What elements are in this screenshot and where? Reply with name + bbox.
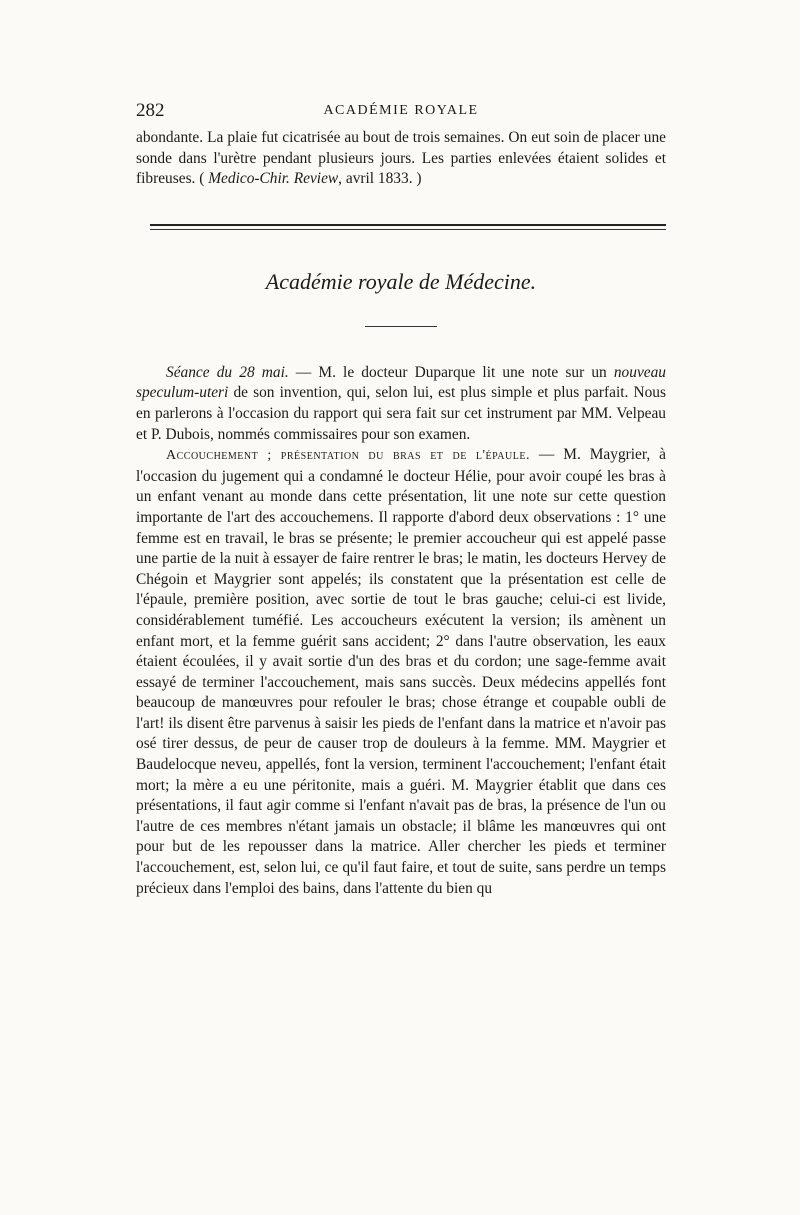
accouchement-heading: Accouchement ; présentation du bras et de l'épaule.: [166, 448, 530, 464]
accouchement-text: — M. Maygrier, à l'occasion du jugement qui a condamné le docteur Hélie, pour avoir coupé les bras à un enfant venant au monde dans cette présentation, lit une note sur cette question importante de l'art des accouchemens. Il rapporte d'abord deux observations : 1° une femme est en travail, le bras se présente; le premier accoucheur qui est appelé passe une partie de la nuit à essayer de faire rentrer le bras; le matin, les docteurs Hervey de Chégoin et Maygrier sont appelés; ils constatent que la présentation est celle de l'épaule, première position, avec sortie de tout le bras gauche; celui-ci est livide, considérablement tuméfié. Les accoucheurs exécutent la version; ils amènent un enfant mort, et la femme guérit sans accident; 2° dans l'autre observation, les eaux étaient écoulées, il y avait sortie d'un des bras et du cordon; une sage-femme avait essayé de terminer l'accouchement, mais sans succès. Deux médecins appellés font beaucoup de manœuvres pour refouler le bras; chose étrange et coupable oubli de l'art! ils disent être parvenus à saisir les pieds de l'enfant dans la matrice et n'avoir pas osé tirer dessus, de peur de causer trop de douleurs à la femme. MM. Maygrier et Baudelocque neveu, appellés, font la version, terminent l'accouchement; l'enfant était mort; la mère a eu une péritonite, mais a guéri. M. Maygrier établit que dans ces présentations, il faut agir comme si l'enfant n'avait pas de bras, la présence de l'un ou l'autre de ces membres n'étant jamais un obstacle; il blâme les manœuvres qui ont pour but de les repousser dans la matrice. Aller chercher les pieds et terminer l'accouchement, est, selon lui, ce qu'il faut faire, et tout de suite, sans perdre un temps précieux dans l'emploi des bains, dans l'attente du bien qu: [136, 446, 667, 897]
intro-paragraph: [136, 128, 666, 190]
seance-italic-term: nouveau speculum-uteri: [136, 363, 666, 402]
section-divider: [150, 224, 666, 230]
running-head: ACADÉMIE ROYALE: [323, 103, 479, 118]
page-number: 282: [136, 100, 165, 121]
title-underline: [365, 326, 437, 327]
intro-text-start: abondante. La plaie fut cicatrisée au bout de trois semaines. On eut soin de placer une sonde dans l'urètre pendant plusieurs jours. Les parties enlevées étaient solides et fibreuses. (: [136, 129, 666, 188]
divider-thin-line: [150, 229, 666, 230]
section-body: [136, 363, 666, 899]
seance-text-end: de son invention, qui, selon lui, est plus simple et plus parfait. Nous en parlerons à l'occasion du rapport qui sera fait sur cet instrument par MM. Velpeau et P. Dubois, nommés commissaires pour son examen.: [136, 384, 666, 443]
paragraph-seance: [136, 363, 666, 445]
intro-text-end: , avril 1833. ): [338, 170, 422, 188]
intro-citation: Medico-Chir. Review: [208, 170, 339, 188]
page-header: [136, 100, 666, 130]
section-title: Académie royale de Médecine.: [265, 268, 537, 294]
seance-date: Séance du 28 mai.: [166, 363, 289, 381]
seance-text-start: — M. le docteur Duparque lit une note sur un: [288, 363, 614, 381]
page-content: [136, 128, 666, 899]
paragraph-accouchement: [136, 445, 666, 899]
